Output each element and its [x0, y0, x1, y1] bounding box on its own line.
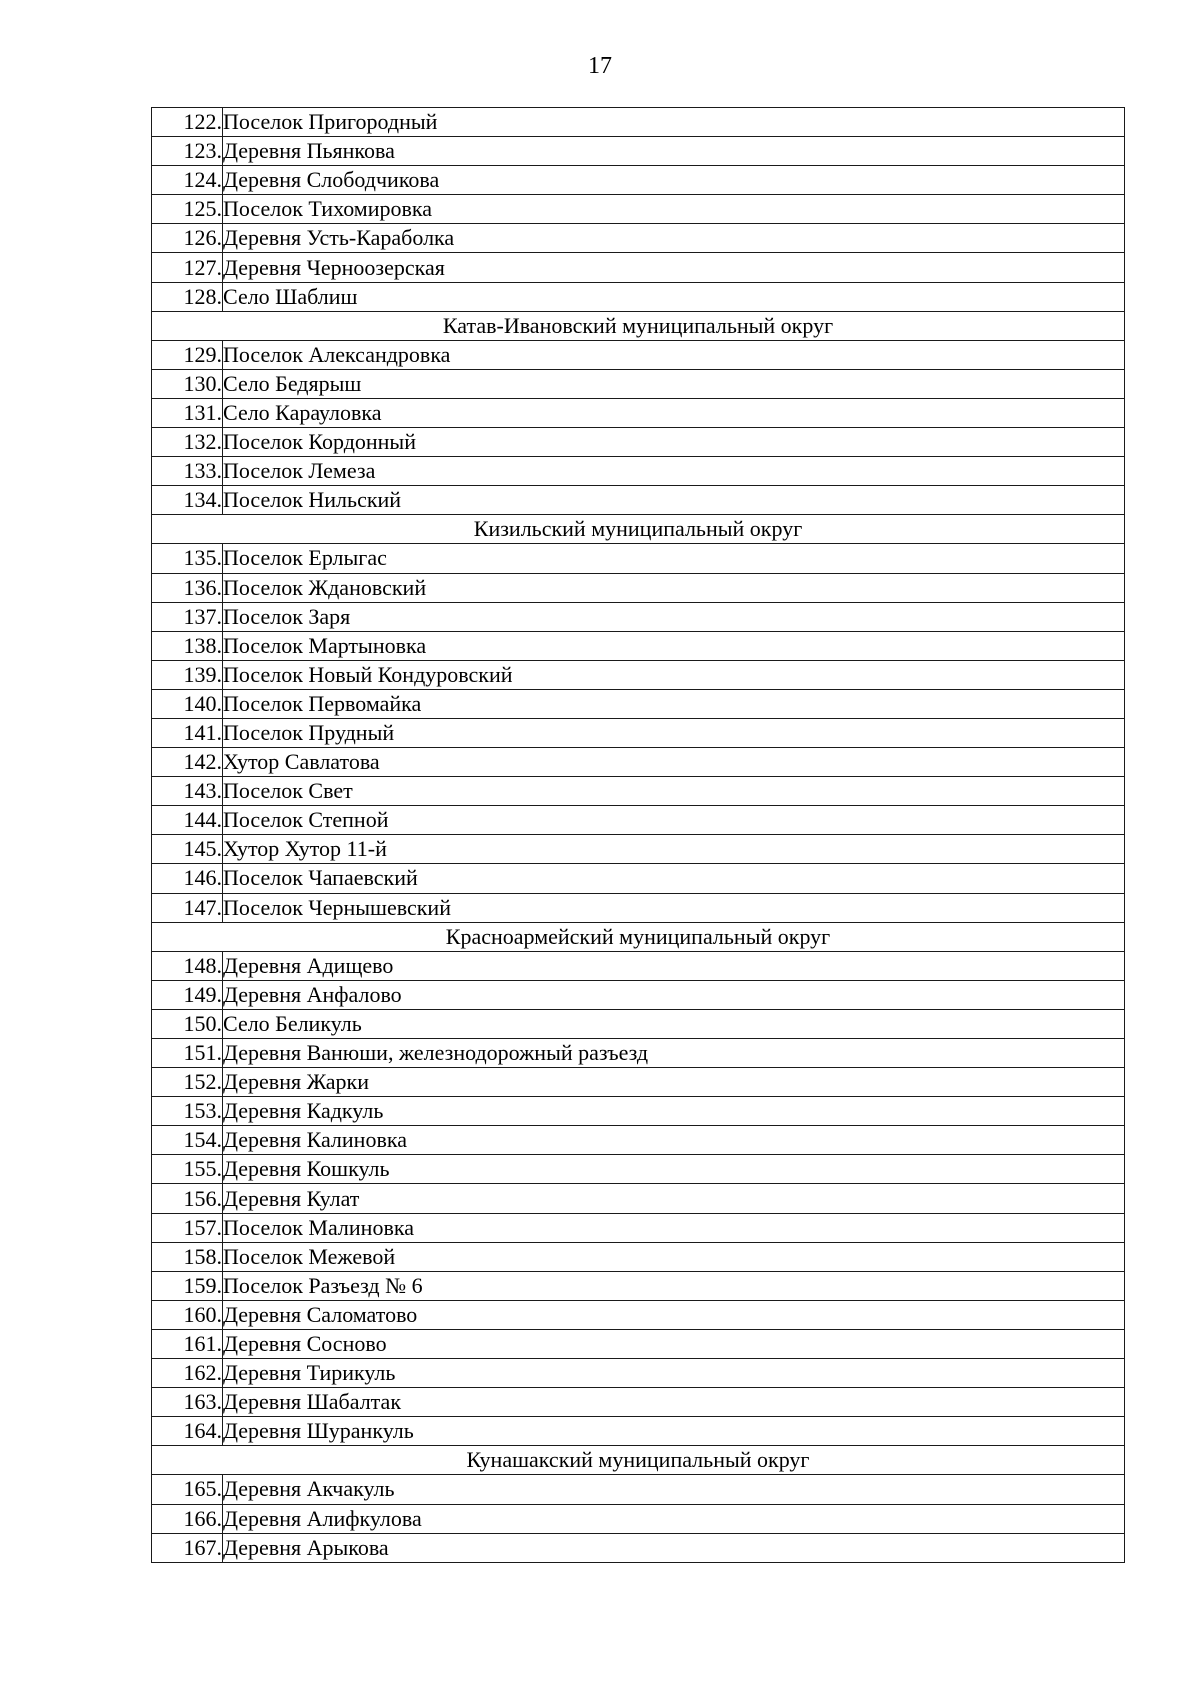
- settlement-name: Поселок Нильский: [223, 486, 1125, 515]
- section-title: Катав-Ивановский муниципальный округ: [152, 311, 1125, 340]
- row-number: 159.: [152, 1271, 223, 1300]
- settlement-name: Деревня Черноозерская: [223, 253, 1125, 282]
- section-title: Красноармейский муниципальный округ: [152, 922, 1125, 951]
- settlement-name: Поселок Свет: [223, 777, 1125, 806]
- table-row: [152, 1504, 1125, 1533]
- table-row: [152, 486, 1125, 515]
- settlement-name: Деревня Анфалово: [223, 980, 1125, 1009]
- settlements-table: [151, 107, 1125, 1563]
- table-row: [152, 108, 1125, 137]
- table-row: [152, 369, 1125, 398]
- table-row: [152, 1417, 1125, 1446]
- row-number: 137.: [152, 602, 223, 631]
- row-number: 157.: [152, 1213, 223, 1242]
- row-number: 147.: [152, 893, 223, 922]
- row-number: 164.: [152, 1417, 223, 1446]
- table-row: [152, 660, 1125, 689]
- row-number: 141.: [152, 718, 223, 747]
- table-row: [152, 1126, 1125, 1155]
- settlement-name: Деревня Алифкулова: [223, 1504, 1125, 1533]
- row-number: 139.: [152, 660, 223, 689]
- row-number: 132.: [152, 428, 223, 457]
- settlement-name: Поселок Пригородный: [223, 108, 1125, 137]
- settlement-name: Поселок Первомайка: [223, 689, 1125, 718]
- settlement-name: Поселок Прудный: [223, 718, 1125, 747]
- table-row: [152, 1271, 1125, 1300]
- table-row: [152, 457, 1125, 486]
- table-row: [152, 1009, 1125, 1038]
- table-row: [152, 340, 1125, 369]
- table-row: [152, 137, 1125, 166]
- settlement-name: Деревня Кадкуль: [223, 1097, 1125, 1126]
- settlement-name: Поселок Степной: [223, 806, 1125, 835]
- settlement-name: Поселок Лемеза: [223, 457, 1125, 486]
- settlement-name: Деревня Шабалтак: [223, 1388, 1125, 1417]
- settlement-name: Поселок Новый Кондуровский: [223, 660, 1125, 689]
- table-row: [152, 195, 1125, 224]
- table-row: [152, 1242, 1125, 1271]
- table-row: [152, 806, 1125, 835]
- settlement-name: Поселок Кордонный: [223, 428, 1125, 457]
- row-number: 155.: [152, 1155, 223, 1184]
- settlement-name: Деревня Акчакуль: [223, 1475, 1125, 1504]
- settlement-name: Поселок Ерлыгас: [223, 544, 1125, 573]
- page-number: 17: [588, 53, 612, 79]
- section-title: Кизильский муниципальный округ: [152, 515, 1125, 544]
- table-row: [152, 166, 1125, 195]
- table-row: [152, 1097, 1125, 1126]
- table-row: [152, 253, 1125, 282]
- settlement-name: Село Бедярыш: [223, 369, 1125, 398]
- row-number: 167.: [152, 1533, 223, 1562]
- table-row: [152, 1475, 1125, 1504]
- row-number: 152.: [152, 1068, 223, 1097]
- row-number: 131.: [152, 398, 223, 427]
- table-row: [152, 1329, 1125, 1358]
- settlement-name: Деревня Арыкова: [223, 1533, 1125, 1562]
- table-row: [152, 1184, 1125, 1213]
- settlement-name: Деревня Адищево: [223, 951, 1125, 980]
- row-number: 151.: [152, 1039, 223, 1068]
- table-row: [152, 893, 1125, 922]
- row-number: 158.: [152, 1242, 223, 1271]
- settlement-name: Поселок Ждановский: [223, 573, 1125, 602]
- table-row: [152, 718, 1125, 747]
- row-number: 153.: [152, 1097, 223, 1126]
- row-number: 135.: [152, 544, 223, 573]
- row-number: 156.: [152, 1184, 223, 1213]
- row-number: 146.: [152, 864, 223, 893]
- section-header-row: [152, 311, 1125, 340]
- settlement-name: Поселок Чернышевский: [223, 893, 1125, 922]
- table-row: [152, 1533, 1125, 1562]
- settlement-name: Поселок Мартыновка: [223, 631, 1125, 660]
- row-number: 138.: [152, 631, 223, 660]
- row-number: 134.: [152, 486, 223, 515]
- row-number: 123.: [152, 137, 223, 166]
- table-row: [152, 1388, 1125, 1417]
- section-header-row: [152, 515, 1125, 544]
- row-number: 163.: [152, 1388, 223, 1417]
- table-row: [152, 398, 1125, 427]
- settlement-name: Поселок Тихомировка: [223, 195, 1125, 224]
- section-title: Кунашакский муниципальный округ: [152, 1446, 1125, 1475]
- row-number: 145.: [152, 835, 223, 864]
- settlement-name: Деревня Кулат: [223, 1184, 1125, 1213]
- settlement-name: Деревня Шуранкуль: [223, 1417, 1125, 1446]
- settlement-name: Село Карауловка: [223, 398, 1125, 427]
- settlement-name: Деревня Саломатово: [223, 1300, 1125, 1329]
- settlement-name: Хутор Савлатова: [223, 748, 1125, 777]
- row-number: 128.: [152, 282, 223, 311]
- row-number: 165.: [152, 1475, 223, 1504]
- row-number: 166.: [152, 1504, 223, 1533]
- settlement-name: Поселок Чапаевский: [223, 864, 1125, 893]
- row-number: 130.: [152, 369, 223, 398]
- row-number: 142.: [152, 748, 223, 777]
- row-number: 125.: [152, 195, 223, 224]
- row-number: 150.: [152, 1009, 223, 1038]
- row-number: 161.: [152, 1329, 223, 1358]
- table-row: [152, 980, 1125, 1009]
- settlement-name: Деревня Слободчикова: [223, 166, 1125, 195]
- table-row: [152, 689, 1125, 718]
- table-row: [152, 835, 1125, 864]
- settlement-name: Деревня Сосново: [223, 1329, 1125, 1358]
- table-row: [152, 573, 1125, 602]
- settlement-name: Село Беликуль: [223, 1009, 1125, 1038]
- section-header-row: [152, 1446, 1125, 1475]
- settlements-table-body: [152, 108, 1125, 1563]
- table-row: [152, 1155, 1125, 1184]
- settlement-name: Поселок Межевой: [223, 1242, 1125, 1271]
- row-number: 127.: [152, 253, 223, 282]
- table-row: [152, 1068, 1125, 1097]
- row-number: 160.: [152, 1300, 223, 1329]
- settlement-name: Деревня Жарки: [223, 1068, 1125, 1097]
- table-row: [152, 777, 1125, 806]
- row-number: 149.: [152, 980, 223, 1009]
- settlement-name: Поселок Александровка: [223, 340, 1125, 369]
- table-row: [152, 224, 1125, 253]
- row-number: 129.: [152, 340, 223, 369]
- row-number: 126.: [152, 224, 223, 253]
- settlement-name: Поселок Заря: [223, 602, 1125, 631]
- table-row: [152, 1359, 1125, 1388]
- table-row: [152, 428, 1125, 457]
- row-number: 143.: [152, 777, 223, 806]
- row-number: 122.: [152, 108, 223, 137]
- settlement-name: Поселок Малиновка: [223, 1213, 1125, 1242]
- row-number: 124.: [152, 166, 223, 195]
- section-header-row: [152, 922, 1125, 951]
- table-row: [152, 951, 1125, 980]
- table-row: [152, 631, 1125, 660]
- settlement-name: Хутор Хутор 11-й: [223, 835, 1125, 864]
- row-number: 133.: [152, 457, 223, 486]
- settlement-name: Деревня Ванюши, железнодорожный разъезд: [223, 1039, 1125, 1068]
- table-row: [152, 748, 1125, 777]
- table-row: [152, 1300, 1125, 1329]
- settlement-name: Поселок Разъезд № 6: [223, 1271, 1125, 1300]
- row-number: 140.: [152, 689, 223, 718]
- row-number: 162.: [152, 1359, 223, 1388]
- table-row: [152, 1213, 1125, 1242]
- table-row: [152, 544, 1125, 573]
- row-number: 144.: [152, 806, 223, 835]
- table-row: [152, 282, 1125, 311]
- row-number: 148.: [152, 951, 223, 980]
- settlement-name: Село Шаблиш: [223, 282, 1125, 311]
- settlement-name: Деревня Кошкуль: [223, 1155, 1125, 1184]
- settlement-name: Деревня Пьянкова: [223, 137, 1125, 166]
- row-number: 136.: [152, 573, 223, 602]
- settlement-name: Деревня Усть-Караболка: [223, 224, 1125, 253]
- row-number: 154.: [152, 1126, 223, 1155]
- table-row: [152, 602, 1125, 631]
- table-row: [152, 864, 1125, 893]
- table-row: [152, 1039, 1125, 1068]
- settlement-name: Деревня Калиновка: [223, 1126, 1125, 1155]
- settlement-name: Деревня Тирикуль: [223, 1359, 1125, 1388]
